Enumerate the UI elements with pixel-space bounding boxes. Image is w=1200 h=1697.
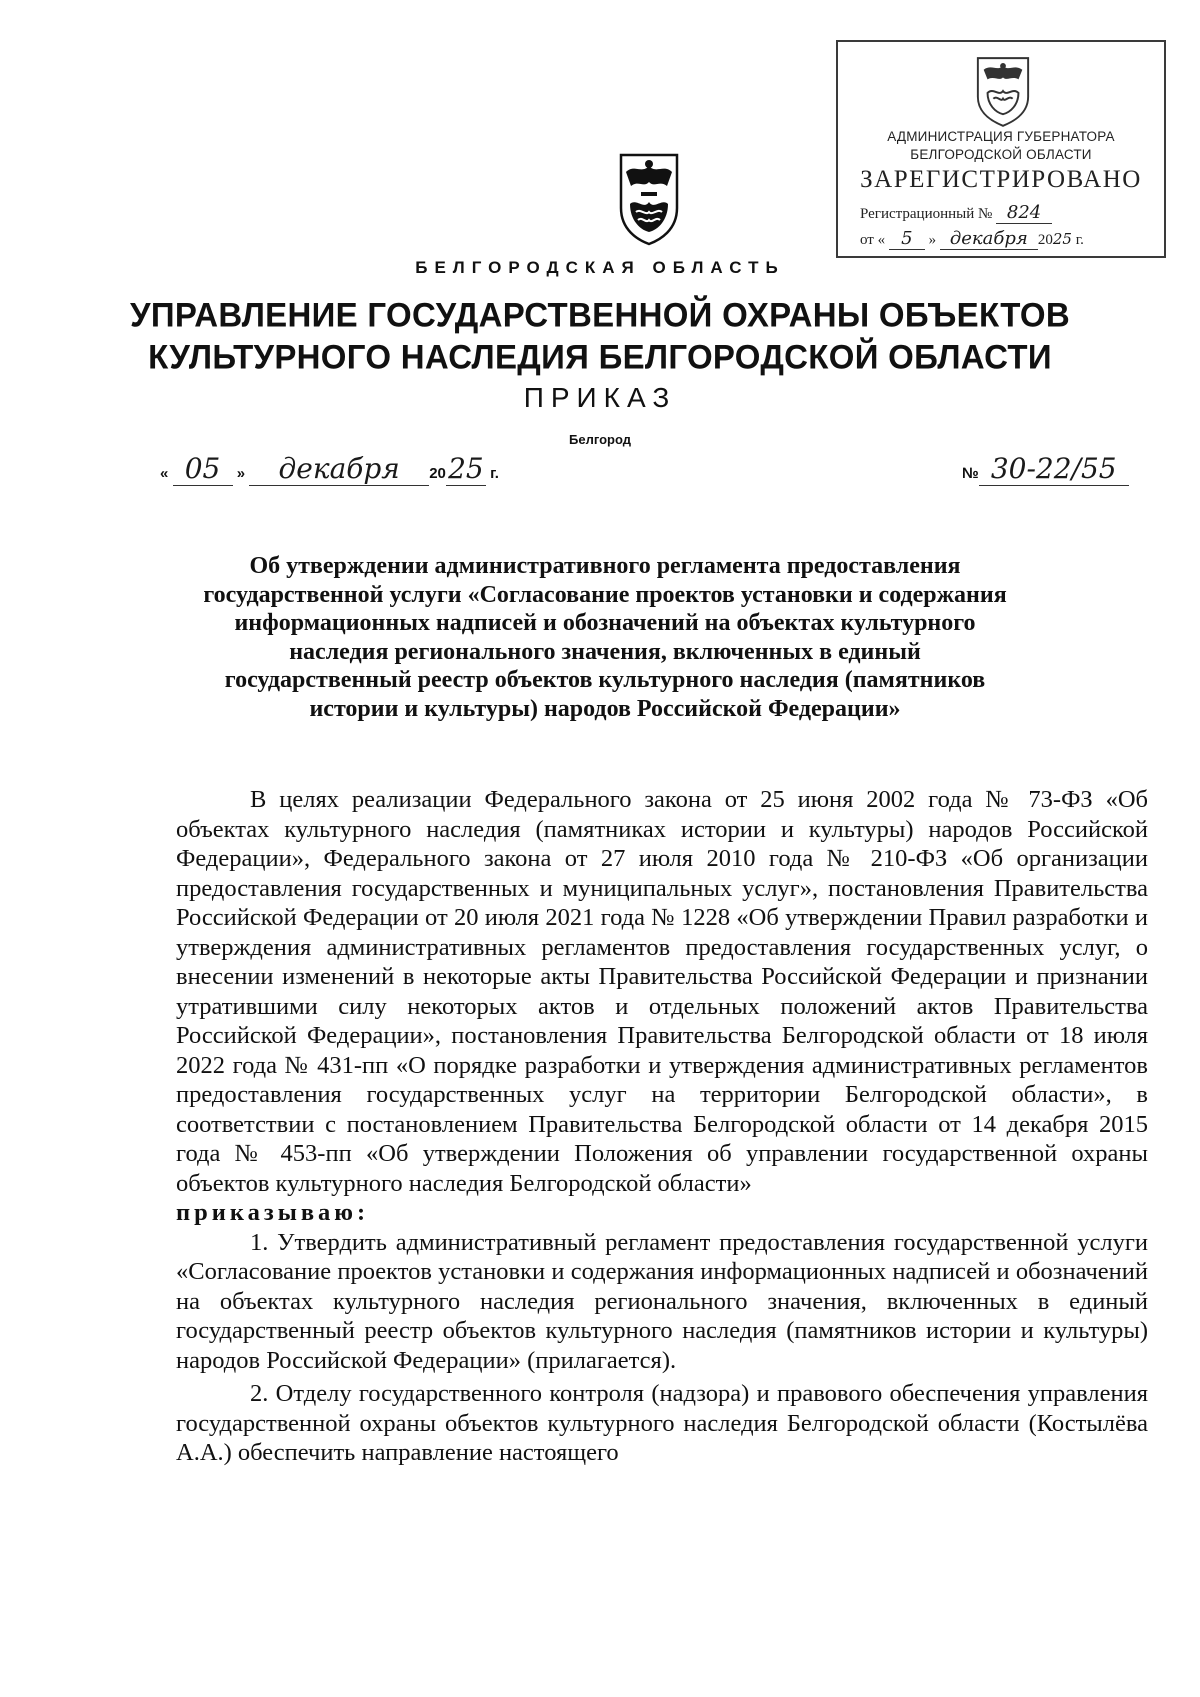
stamp-date-prefix: от « xyxy=(860,232,886,248)
organization-title-line: УПРАВЛЕНИЕ ГОСУДАРСТВЕННОЙ ОХРАНЫ ОБЪЕКТОВ xyxy=(130,295,1070,334)
city-name: Белгород xyxy=(569,432,631,447)
stamp-number-row xyxy=(860,202,1160,224)
organization-title xyxy=(0,294,1200,378)
organization-title-line: КУЛЬТУРНОГО НАСЛЕДИЯ БЕЛГОРОДСКОЙ ОБЛАСТИ xyxy=(148,337,1052,376)
order-date-month: декабря xyxy=(249,452,429,486)
stamp-date-year-print: 20 xyxy=(1037,232,1053,248)
order-date-year-print: 20 xyxy=(429,465,446,482)
subject-line: государственный реестр объектов культурного наследия (памятников xyxy=(224,667,986,693)
stamp-date-month: декабря xyxy=(940,228,1038,250)
order-date xyxy=(160,452,580,486)
order-number-value: 30-22/55 xyxy=(979,452,1129,486)
order-number-label: № xyxy=(962,465,979,482)
stamp-date-row xyxy=(860,228,1160,250)
stamp-org-line: АДМИНИСТРАЦИЯ ГУБЕРНАТОРА xyxy=(887,129,1115,144)
document-type: ПРИКАЗ xyxy=(523,382,677,413)
subject-line: истории и культуры) народов Российской Федерации» xyxy=(309,695,901,722)
stamp-date-year-hand: 25 xyxy=(1052,230,1072,248)
coat-of-arms-icon xyxy=(618,152,680,246)
order-item-2: 2. Отделу государственного контроля (надзора) и правового обеспечения управления государственной охраны объектов культурного наследия Белгородской области (Костылёва А.А.) обеспечить направление настоящего xyxy=(176,1380,1148,1466)
order-date-year-hand: 25 xyxy=(446,452,486,486)
region-name: БЕЛГОРОДСКАЯ ОБЛАСТЬ xyxy=(415,258,785,277)
subject-line: Об утверждении административного регламента предоставления xyxy=(249,553,961,579)
order-directive-word: приказываю: xyxy=(176,1199,370,1226)
preamble-paragraph: В целях реализации Федерального закона от 25 июня 2002 года № 73-ФЗ «Об объектах культурного наследия (памятниках истории и культуры) народов Российской Федерации», Федерального закона от 27 июля 2010 года № 210-ФЗ «Об организации предоставления государственных и муниципальных услуг», постановления Правительства Российской Федерации от 20 июля 2021 года № 1228 «Об утверждении Правил разработки и утверждения административных регламентов предоставления государственных услуг, о внесении изменений в некоторые акты Правительства Российской Федерации и признании утратившими силу некоторых актов и отдельных положений актов Правительства Российской Федерации», постановления Правительства Белгородской области от 18 июля 2022 года № 431-пп «О порядке разработки и утверждения административных регламентов предоставления государственных услуг на территории Белгородской области», в соответствии с постановлением Правительства Белгородской области от 14 декабря 2015 года № 453-пп «Об утверждении Положения об управлении государственной охраны объектов культурного наследия Белгородской области» xyxy=(176,786,1148,1197)
order-date-suffix: г. xyxy=(490,465,499,482)
stamp-organization xyxy=(838,128,1164,164)
order-item-1: 1. Утвердить административный регламент предоставления государственной услуги «Согласование проектов установки и содержания информационных надписей и обозначений на объектах культурного наследия регионального значения, включенных в единый государственный реестр объектов культурного наследия (памятников истории и культуры) народов Российской Федерации» (прилагается). xyxy=(176,1228,1148,1374)
stamp-number-value: 824 xyxy=(996,202,1052,224)
order-subject xyxy=(170,552,1040,723)
stamp-date-suffix: г. xyxy=(1075,232,1084,248)
subject-line: государственной услуги «Согласование проектов установки и содержания xyxy=(203,581,1007,608)
order-date-open: « xyxy=(160,465,169,482)
coat-of-arms-icon xyxy=(974,54,1032,128)
stamp-number-label: Регистрационный № xyxy=(860,206,993,222)
registration-stamp xyxy=(836,40,1166,258)
order-date-day: 05 xyxy=(173,452,233,486)
order-date-close: » xyxy=(236,465,246,482)
order-body xyxy=(176,785,1148,1468)
stamp-registered-label: ЗАРЕГИСТРИРОВАНО xyxy=(860,166,1142,193)
stamp-org-line: БЕЛГОРОДСКОЙ ОБЛАСТИ xyxy=(910,147,1092,162)
subject-line: наследия регионального значения, включенных в единый xyxy=(289,638,921,665)
order-number xyxy=(962,452,1162,486)
subject-line: информационных надписей и обозначений на объектах культурного xyxy=(234,610,976,636)
stamp-date-day: 5 xyxy=(889,228,925,250)
stamp-date-mid: » xyxy=(928,232,937,248)
